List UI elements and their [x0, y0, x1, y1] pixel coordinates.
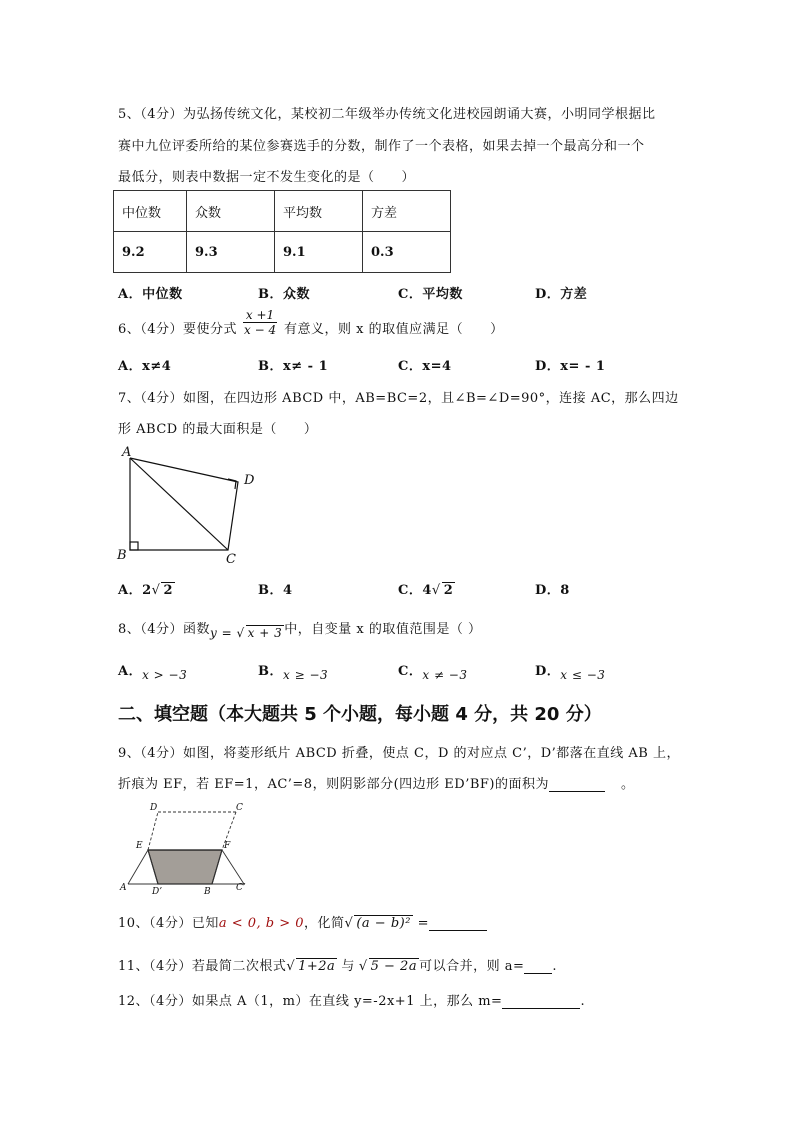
- q7-option-a: A．2√ 2: [118, 583, 173, 598]
- q12-answer-blank: [502, 994, 580, 1009]
- fig9-label-c-prime: C’: [236, 883, 246, 893]
- q12-end: .: [580, 994, 586, 1009]
- q8-option-d-expr: x ≤ −3: [560, 668, 606, 682]
- section-2-title: 二、填空题（本大题共 5 个小题，每小题 4 分，共 20 分）: [118, 704, 602, 725]
- q7-option-d: D．8: [535, 583, 570, 598]
- q6-suffix: 有意义，则 x 的取值应满足（ ）: [284, 322, 504, 337]
- q7-line2: 形 ABCD 的最大面积是（ ）: [118, 422, 318, 437]
- q7-option-c: C．4√ 2: [398, 583, 454, 598]
- fig9-label-e: E: [136, 841, 143, 851]
- q6-option-c: C．x=4: [398, 359, 452, 374]
- q8-function: y =: [210, 626, 237, 640]
- q8-suffix: 中，自变量 x 的取值范围是（ ）: [284, 622, 482, 637]
- q6-numerator: x +1: [243, 308, 277, 323]
- q5-line2: 赛中九位评委所给的某位参赛选手的分数，制作了一个表格，如果去掉一个最高分和一个: [118, 139, 645, 154]
- q6-option-b: B．x≠ - 1: [258, 359, 329, 374]
- q12-question: [118, 990, 585, 1009]
- q7-option-a-radicand: 2: [163, 583, 173, 598]
- figure-label-d: D: [244, 473, 255, 488]
- q5-option-b: B．众数: [258, 287, 310, 302]
- q8-radicand: x + 3: [247, 626, 283, 640]
- q9-answer-blank: [549, 777, 605, 792]
- q8-option-b: [258, 660, 329, 682]
- fig9-label-c: C: [236, 803, 243, 813]
- q9-line1: 9、（4分）如图，将菱形纸片 ABCD 折叠，使点 C，D 的对应点 C’，D’都落在直线 AB 上，: [118, 746, 680, 761]
- table-header-cell: 方差: [363, 191, 451, 232]
- q10-condition: a < 0, b > 0: [218, 916, 305, 931]
- figure-label-b: B: [117, 548, 127, 563]
- fig9-label-a: A: [120, 883, 127, 893]
- q10-middle: ，化简: [304, 916, 345, 931]
- fig9-label-d-prime: D’: [152, 887, 163, 897]
- q5-option-d: D．方差: [535, 287, 588, 302]
- q8-option-b-label: B．: [258, 664, 283, 679]
- table-cell: 9.2: [114, 232, 187, 273]
- q6-denominator: x − 4: [244, 323, 277, 337]
- table-cell: 9.1: [275, 232, 363, 273]
- table-cell: 0.3: [363, 232, 451, 273]
- q8-option-a-expr: x > −3: [142, 668, 188, 682]
- q10-radicand: (a − b)²: [356, 916, 411, 931]
- q8-option-c-expr: x ≠ −3: [422, 668, 468, 682]
- q9-end: 。: [620, 777, 635, 792]
- q8-option-d-label: D．: [535, 664, 561, 679]
- q8-option-c-label: C．: [398, 664, 423, 679]
- table-row: [114, 232, 451, 273]
- q5-option-a: A．中位数: [118, 287, 183, 302]
- q6-fraction: [241, 308, 279, 337]
- q11-radicand-2: 5 − 2a: [370, 959, 418, 974]
- q11-question: 11、（4分）若最简二次根式√ 1+2a 与 √ 5 − 2a 可以合并，则 a= .: [118, 959, 557, 974]
- q11-answer-blank: [524, 959, 552, 974]
- q10-suffix: =: [412, 916, 429, 931]
- q10-question: 10、（4分）已知a < 0, b > 0，化简√ (a − b)² =: [118, 912, 487, 931]
- table-row: [114, 191, 451, 232]
- q6-prefix: 6、（4分）要使分式: [118, 322, 238, 337]
- table-header-cell: 众数: [187, 191, 275, 232]
- q8-option-b-expr: x ≥ −3: [283, 668, 329, 682]
- q6-option-d: D．x= - 1: [535, 359, 606, 374]
- q11-radicand-1: 1+2a: [298, 959, 336, 974]
- q7-line1: 7、（4分）如图，在四边形 ABCD 中，AB=BC=2，且∠B=∠D=90°，连接 AC，那么四边: [118, 391, 679, 406]
- fig9-label-f: F: [224, 841, 231, 851]
- quadrilateral-abcd-figure: [112, 440, 272, 568]
- q5-line1: 5、（4分）为弘扬传统文化，某校初二年级举办传统文化进校园朗诵大赛，小明同学根据比: [118, 107, 656, 122]
- rhombus-fold-figure: [112, 798, 272, 898]
- table-header-cell: 平均数: [275, 191, 363, 232]
- figure-label-c: C: [226, 552, 236, 567]
- q10-answer-blank: [429, 916, 487, 931]
- table-cell: 9.3: [187, 232, 275, 273]
- q10-prefix: 10、（4分）已知: [118, 916, 219, 931]
- q7-option-a-label: A．2: [118, 583, 152, 598]
- fig9-label-d: D: [150, 803, 158, 813]
- q6-option-a: A．x≠4: [118, 359, 172, 374]
- q7-option-c-label: C．4: [398, 583, 432, 598]
- figure-label-a: A: [122, 445, 132, 460]
- q11-middle: 与: [341, 959, 355, 974]
- q8-prefix: 8、（4分）函数: [118, 622, 211, 637]
- q7-option-c-radicand: 2: [443, 583, 454, 598]
- q8-option-a-label: A．: [118, 664, 143, 679]
- q8-option-d: [535, 660, 606, 682]
- q12-text: 12、（4分）如果点 A（1，m）在直线 y=-2x+1 上，那么 m=: [118, 994, 503, 1009]
- q5-data-table: [113, 190, 451, 273]
- q7-option-b: B．4: [258, 583, 293, 598]
- table-header-cell: 中位数: [114, 191, 187, 232]
- q9-line2-text: 折痕为 EF，若 EF=1，AC’=8，则阴影部分(四边形 ED’BF)的面积为: [118, 777, 549, 792]
- fig9-label-b: B: [204, 887, 211, 897]
- q8-option-c: [398, 660, 468, 682]
- q8-question: 8、（4分）函数y = √ x + 3 中，自变量 x 的取值范围是（ ）: [118, 622, 482, 640]
- q5-option-c: C．平均数: [398, 287, 463, 302]
- q11-prefix: 11、（4分）若最简二次根式: [118, 959, 287, 974]
- q8-option-a: [118, 660, 188, 682]
- q9-line2: [118, 773, 635, 792]
- q11-end: .: [552, 959, 557, 974]
- q11-suffix: 可以合并，则 a=: [419, 959, 525, 974]
- q5-line3: 最低分，则表中数据一定不发生变化的是（ ）: [118, 170, 416, 185]
